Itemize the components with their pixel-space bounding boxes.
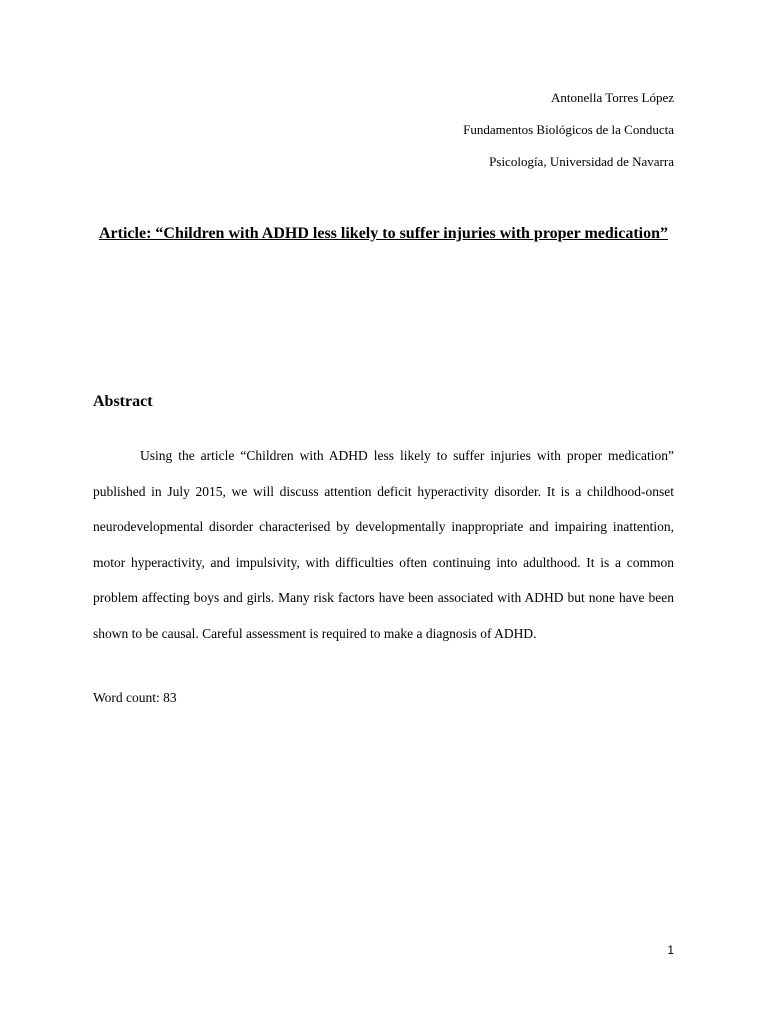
author-info [463, 88, 674, 184]
abstract-heading: Abstract [93, 393, 153, 410]
page-number: 1 [667, 943, 674, 957]
program-name: Psicología, Universidad de Navarra [489, 154, 674, 169]
word-count: Word count: 83 [93, 690, 177, 705]
author-name: Antonella Torres López [550, 90, 674, 105]
article-title: Article: “Children with ADHD less likely to suffer injuries with proper medication” [98, 225, 668, 242]
abstract-body: Using the article “Children with ADHD less likely to suffer injuries with proper medication” published in July 2015, we will discuss attention deficit hyperactivity disorder. It is a childhood-onset neurodevelopmental disorder characterised by developmentally inappropriate and impairing inattention, motor hyperactivity, and impulsivity, with difficulties often continuing into adulthood. It is a common problem affecting boys and girls. Many risk factors have been associated with ADHD but none have been shown to be causal. Careful assessment is required to make a diagnosis of ADHD. [93, 448, 674, 641]
course-name: Fundamentos Biológicos de la Conducta [463, 122, 674, 137]
